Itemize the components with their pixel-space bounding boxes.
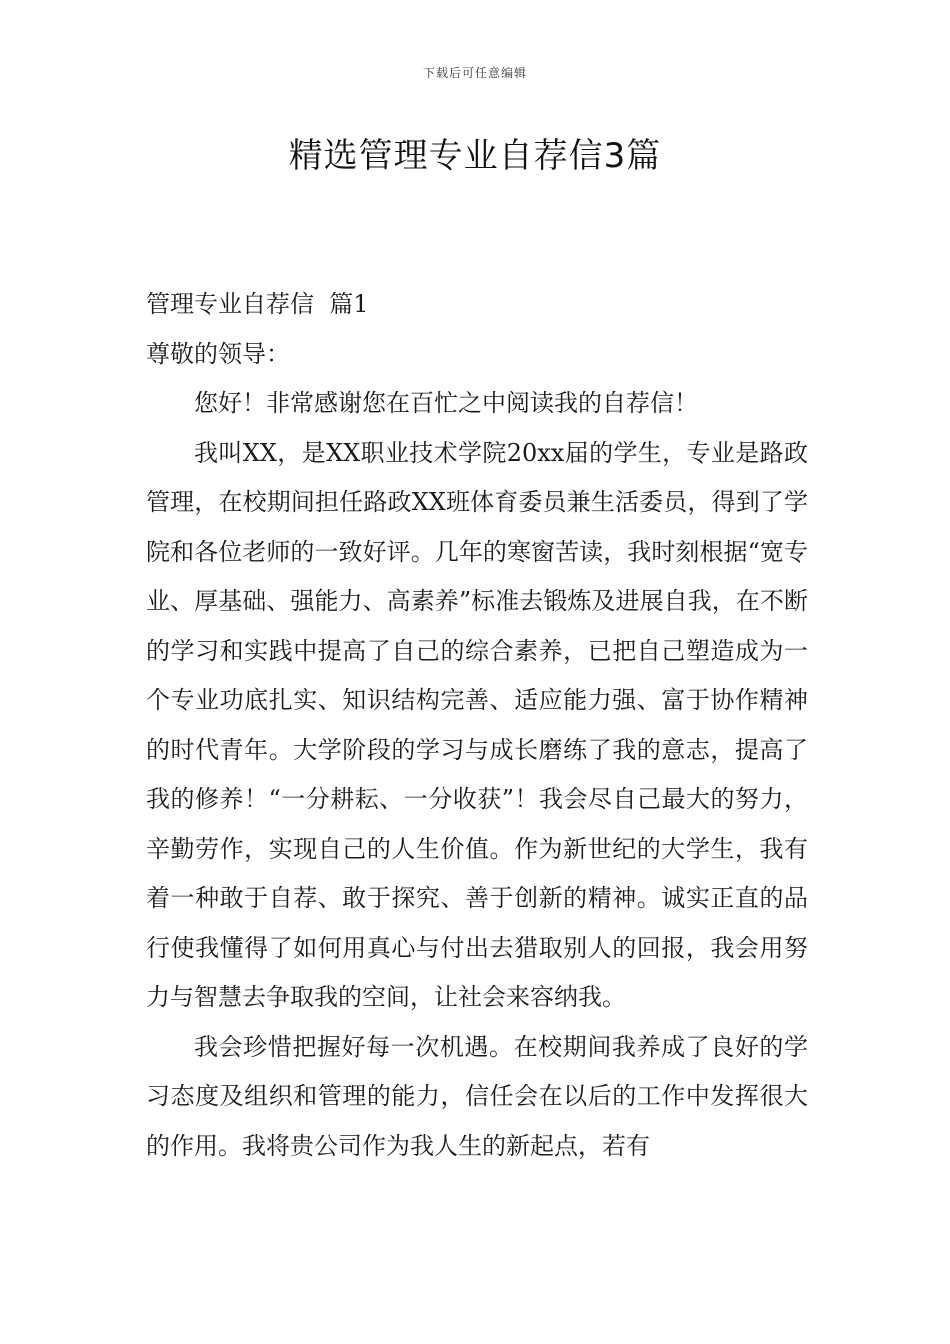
section-heading: 管理专业自荐信 篇1	[146, 290, 369, 318]
document-body	[146, 280, 808, 1171]
paragraph-opportunity: 我会珍惜把握好每一次机遇。在校期间我养成了良好的学习态度及组织和管理的能力，信任会在以后的工作中发挥很大的作用。我将贵公司作为我人生的新起点，若有	[146, 1032, 808, 1160]
paragraph-introduction: 我叫XX，是XX职业技术学院20xx届的学生，专业是路政管理，在校期间担任路政XX班体育委员兼生活委员，得到了学院和各位老师的一致好评。几年的寒窗苦读，我时刻根据“宽专业、厚基础、强能力、高素养”标准去锻炼及进展自我，在不断的学习和实践中提高了自己的综合素养，已把自己塑造成为一个专业功底扎实、知识结构完善、适应能力强、富于协作精神的时代青年。大学阶段的学习与成长磨练了我的意志，提高了我的修养！“一分耕耘、一分收获”！我会尽自己最大的努力，辛勤劳作，实现自己的人生价值。作为新世纪的大学生，我有着一种敢于自荐、敢于探究、善于创新的精神。诚实正直的品行使我懂得了如何用真心与付出去猎取别人的回报，我会用努力与智慧去争取我的空间，让社会来容纳我。	[146, 438, 808, 1011]
header-note: 下载后可任意编辑	[422, 66, 527, 80]
salutation: 尊敬的领导：	[146, 339, 290, 368]
document-title: 精选管理专业自荐信3篇	[288, 136, 662, 176]
paragraph-greeting: 您好！非常感谢您在百忙之中阅读我的自荐信！	[194, 389, 698, 417]
